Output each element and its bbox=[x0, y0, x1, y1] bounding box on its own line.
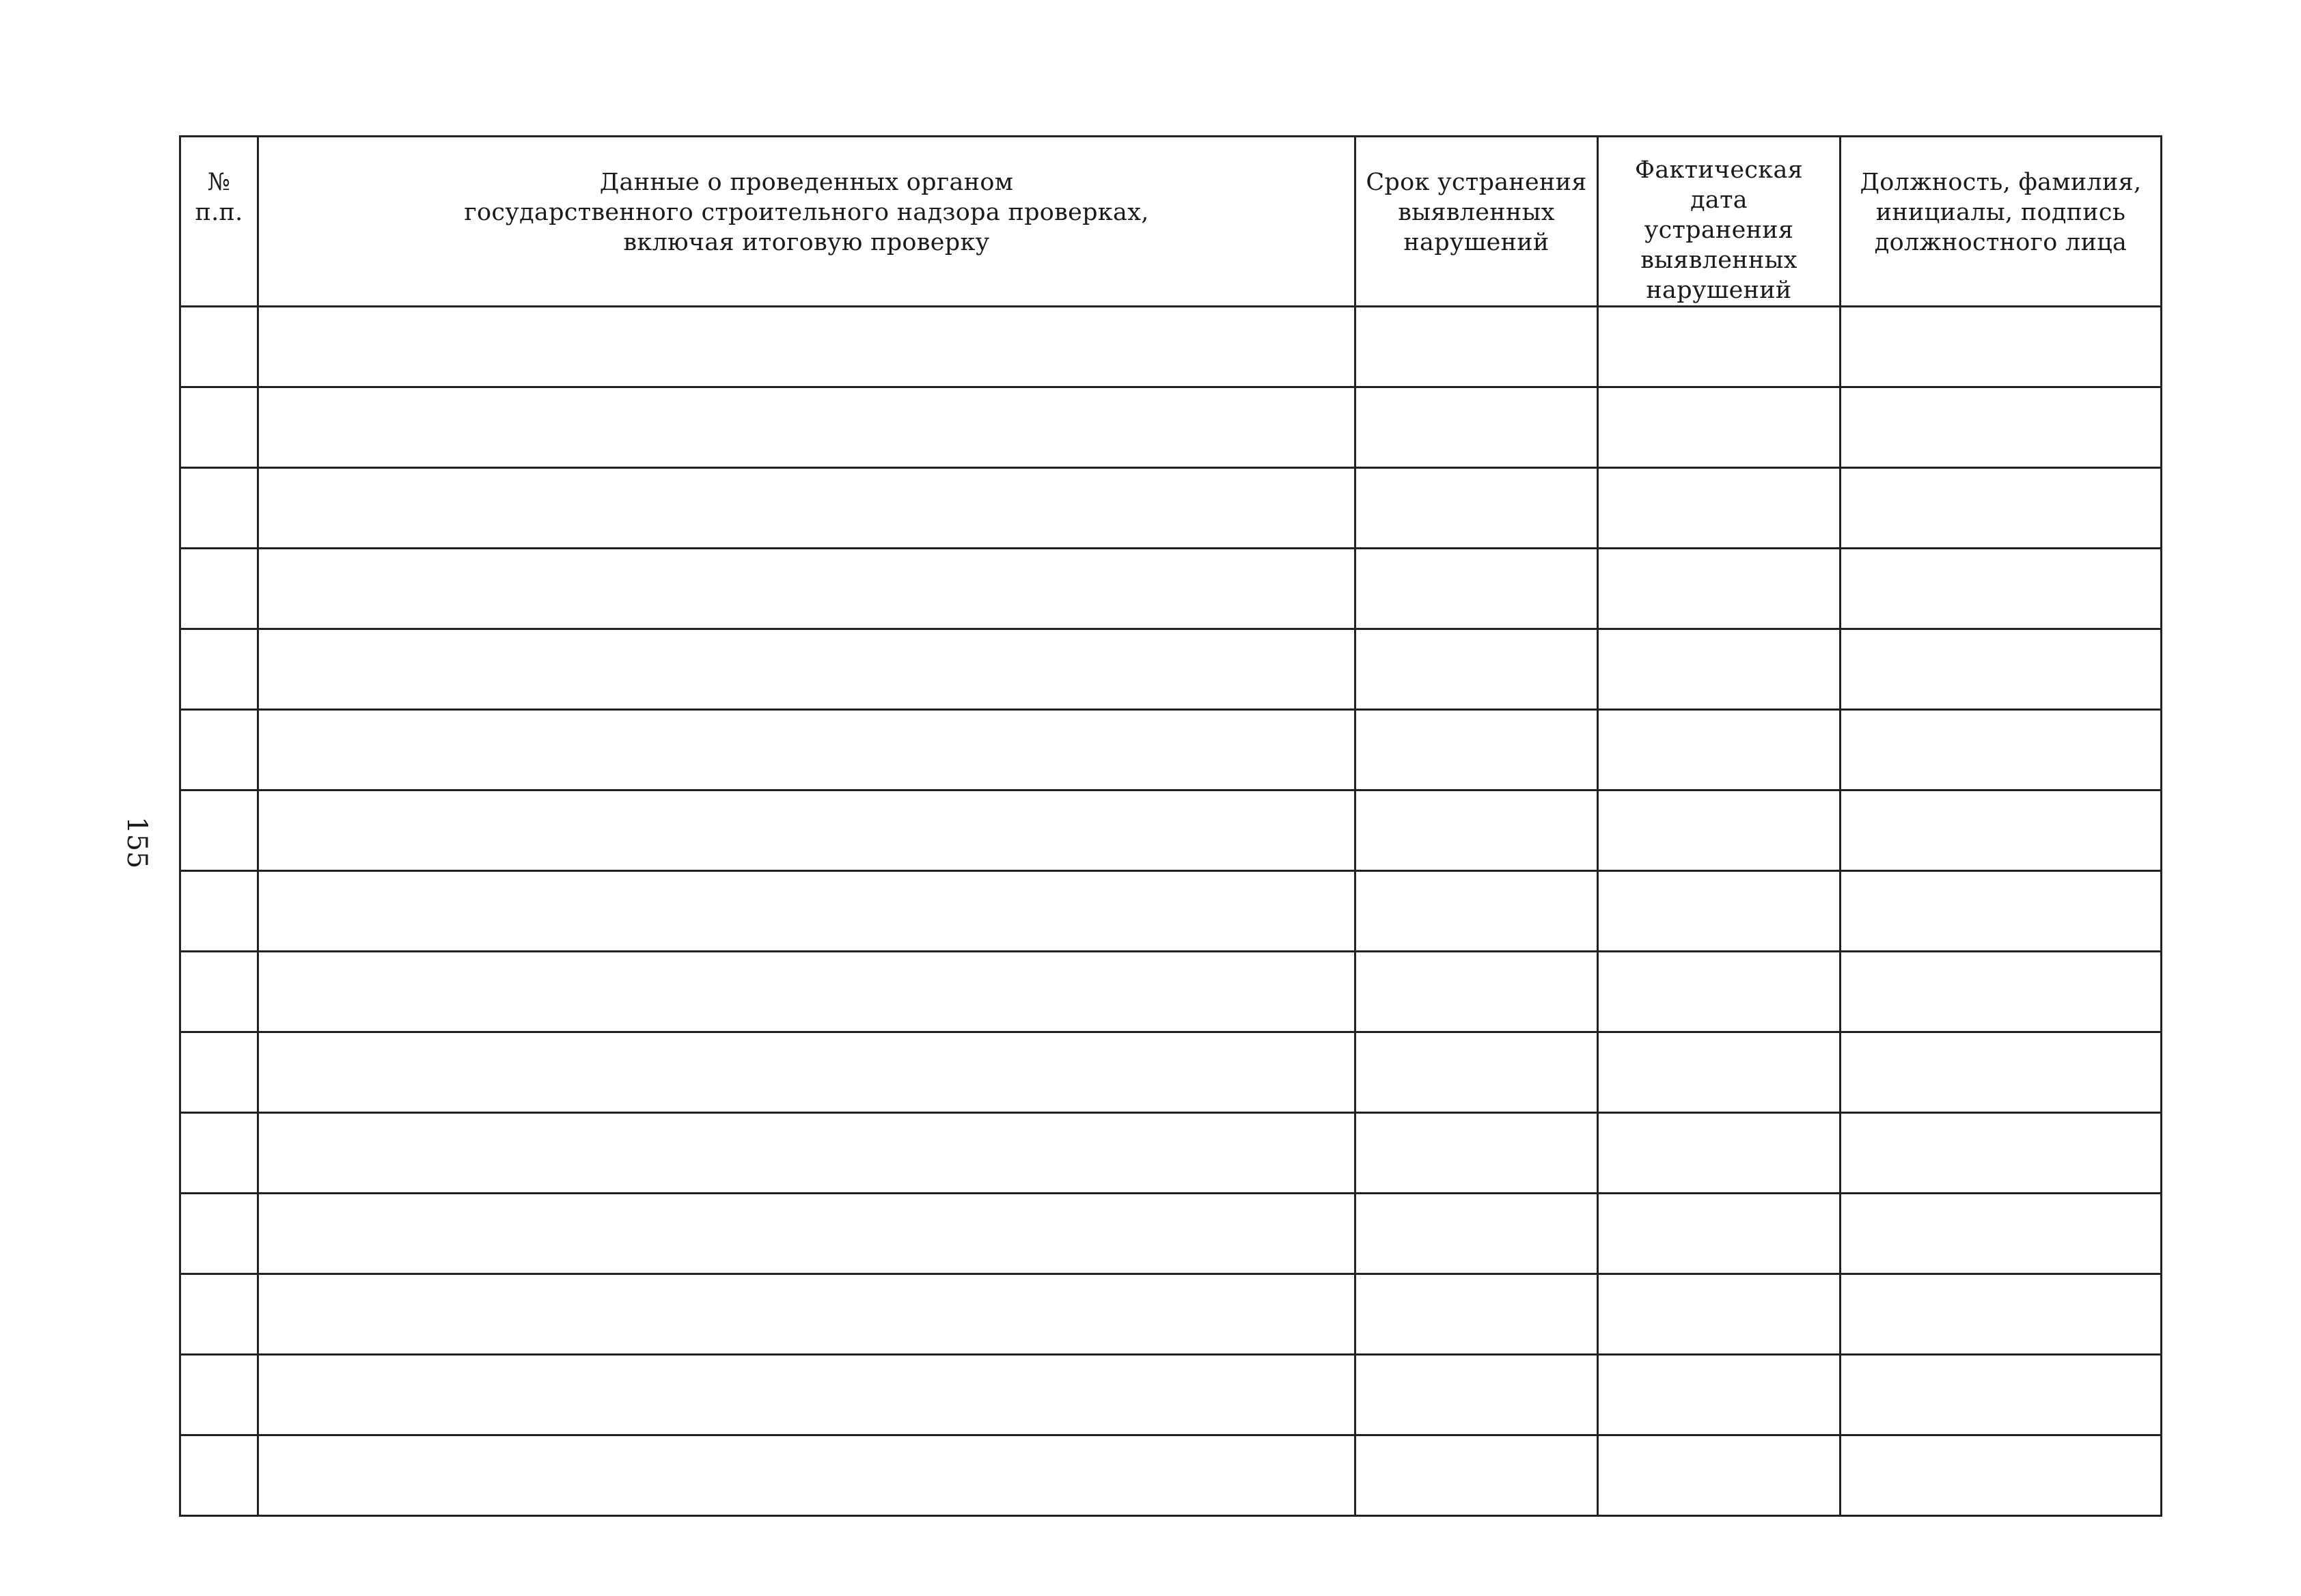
table-cell[interactable] bbox=[1841, 307, 2162, 387]
table-cell[interactable] bbox=[1355, 871, 1598, 952]
table-row bbox=[180, 387, 2162, 468]
header-line: Срок устранения bbox=[1366, 169, 1587, 196]
table-cell[interactable] bbox=[1355, 307, 1598, 387]
table-cell[interactable] bbox=[180, 952, 258, 1032]
table-cell[interactable] bbox=[258, 871, 1355, 952]
table-cell[interactable] bbox=[1598, 710, 1841, 790]
table-cell[interactable] bbox=[180, 1435, 258, 1516]
table-cell[interactable] bbox=[180, 871, 258, 952]
table-row bbox=[180, 468, 2162, 549]
header-line: инициалы, подпись bbox=[1875, 199, 2126, 226]
table-cell[interactable] bbox=[1598, 952, 1841, 1032]
table-cell[interactable] bbox=[1355, 1113, 1598, 1194]
table-cell[interactable] bbox=[1355, 1274, 1598, 1355]
header-actual-date bbox=[1598, 137, 1841, 307]
table-cell[interactable] bbox=[1355, 387, 1598, 468]
table-cell[interactable] bbox=[1355, 1355, 1598, 1435]
table-cell[interactable] bbox=[1598, 1032, 1841, 1113]
header-line: государственного строительного надзора проверках, bbox=[464, 199, 1149, 226]
table-row bbox=[180, 1435, 2162, 1516]
table-cell[interactable] bbox=[1598, 1113, 1841, 1194]
table-cell[interactable] bbox=[1598, 629, 1841, 710]
table-cell[interactable] bbox=[258, 1194, 1355, 1274]
table-cell[interactable] bbox=[1841, 549, 2162, 629]
table-cell[interactable] bbox=[180, 1032, 258, 1113]
table-cell[interactable] bbox=[1598, 549, 1841, 629]
table-cell[interactable] bbox=[258, 629, 1355, 710]
inspection-log-table bbox=[179, 135, 2162, 1517]
table-row bbox=[180, 1194, 2162, 1274]
table-cell[interactable] bbox=[1841, 952, 2162, 1032]
table-cell[interactable] bbox=[1841, 1032, 2162, 1113]
table-cell[interactable] bbox=[1355, 790, 1598, 871]
table-cell[interactable] bbox=[258, 307, 1355, 387]
header-line: нарушений bbox=[1646, 277, 1792, 304]
table-cell[interactable] bbox=[180, 1194, 258, 1274]
table-cell[interactable] bbox=[1598, 1194, 1841, 1274]
table-cell[interactable] bbox=[1598, 1274, 1841, 1355]
header-deadline bbox=[1355, 137, 1598, 307]
table-cell[interactable] bbox=[180, 549, 258, 629]
table-cell[interactable] bbox=[1355, 629, 1598, 710]
header-line: Фактическая дата bbox=[1634, 156, 1804, 214]
table-cell[interactable] bbox=[1598, 307, 1841, 387]
table-cell[interactable] bbox=[258, 790, 1355, 871]
header-inspection-data bbox=[258, 137, 1355, 307]
table-cell[interactable] bbox=[1841, 387, 2162, 468]
table-cell[interactable] bbox=[258, 1113, 1355, 1194]
table-cell[interactable] bbox=[258, 710, 1355, 790]
table-cell[interactable] bbox=[258, 1355, 1355, 1435]
table-cell[interactable] bbox=[258, 468, 1355, 549]
header-line: Данные о проведенных органом bbox=[599, 169, 1014, 196]
header-line: Должность, фамилия, bbox=[1860, 169, 2142, 196]
table-cell[interactable] bbox=[180, 387, 258, 468]
table-cell[interactable] bbox=[180, 468, 258, 549]
table-cell[interactable] bbox=[1841, 629, 2162, 710]
header-line: включая итоговую проверку bbox=[623, 229, 990, 256]
table-cell[interactable] bbox=[1841, 871, 2162, 952]
table-cell[interactable] bbox=[1841, 1435, 2162, 1516]
table-cell[interactable] bbox=[258, 1274, 1355, 1355]
table-row bbox=[180, 307, 2162, 387]
table-cell[interactable] bbox=[180, 629, 258, 710]
table-cell[interactable] bbox=[180, 790, 258, 871]
table-cell[interactable] bbox=[1355, 1194, 1598, 1274]
page-number: 155 bbox=[121, 816, 152, 869]
table-cell[interactable] bbox=[1841, 1194, 2162, 1274]
table-cell[interactable] bbox=[258, 549, 1355, 629]
table-cell[interactable] bbox=[1355, 710, 1598, 790]
table-row bbox=[180, 629, 2162, 710]
table-cell[interactable] bbox=[258, 387, 1355, 468]
table-cell[interactable] bbox=[258, 1032, 1355, 1113]
table-cell[interactable] bbox=[1841, 790, 2162, 871]
table-cell[interactable] bbox=[1355, 549, 1598, 629]
table-cell[interactable] bbox=[180, 307, 258, 387]
table-row bbox=[180, 1274, 2162, 1355]
table-cell[interactable] bbox=[1841, 1113, 2162, 1194]
table-cell[interactable] bbox=[180, 1274, 258, 1355]
header-line: выявленных bbox=[1398, 199, 1555, 226]
header-official bbox=[1841, 137, 2162, 307]
table-row bbox=[180, 871, 2162, 952]
table-row bbox=[180, 1113, 2162, 1194]
table-row bbox=[180, 1355, 2162, 1435]
table-row bbox=[180, 790, 2162, 871]
header-line: п.п. bbox=[195, 199, 243, 226]
table-cell[interactable] bbox=[1598, 468, 1841, 549]
table-cell[interactable] bbox=[258, 1435, 1355, 1516]
table-cell[interactable] bbox=[1355, 1435, 1598, 1516]
table-row bbox=[180, 549, 2162, 629]
table-row bbox=[180, 710, 2162, 790]
header-line: устранения bbox=[1644, 217, 1794, 244]
table-cell[interactable] bbox=[258, 952, 1355, 1032]
table-cell[interactable] bbox=[1355, 468, 1598, 549]
table-cell[interactable] bbox=[1598, 1435, 1841, 1516]
table-cell[interactable] bbox=[180, 1355, 258, 1435]
table-cell[interactable] bbox=[1841, 468, 2162, 549]
table-cell[interactable] bbox=[1841, 710, 2162, 790]
table-cell[interactable] bbox=[1598, 1355, 1841, 1435]
table-cell[interactable] bbox=[1598, 871, 1841, 952]
table-cell[interactable] bbox=[180, 1113, 258, 1194]
table-row bbox=[180, 1032, 2162, 1113]
table-cell[interactable] bbox=[1841, 1274, 2162, 1355]
header-line: выявленных bbox=[1640, 247, 1797, 274]
table-cell[interactable] bbox=[1355, 952, 1598, 1032]
header-line: № bbox=[207, 169, 231, 196]
header-line: нарушений bbox=[1403, 229, 1549, 256]
header-number bbox=[180, 137, 258, 307]
table-cell[interactable] bbox=[180, 710, 258, 790]
table-cell[interactable] bbox=[1598, 387, 1841, 468]
table-cell[interactable] bbox=[1355, 1032, 1598, 1113]
table-cell[interactable] bbox=[1598, 790, 1841, 871]
table-cell[interactable] bbox=[1841, 1355, 2162, 1435]
table-header-row bbox=[180, 137, 2162, 307]
table-row bbox=[180, 952, 2162, 1032]
header-line: должностного лица bbox=[1874, 229, 2127, 256]
